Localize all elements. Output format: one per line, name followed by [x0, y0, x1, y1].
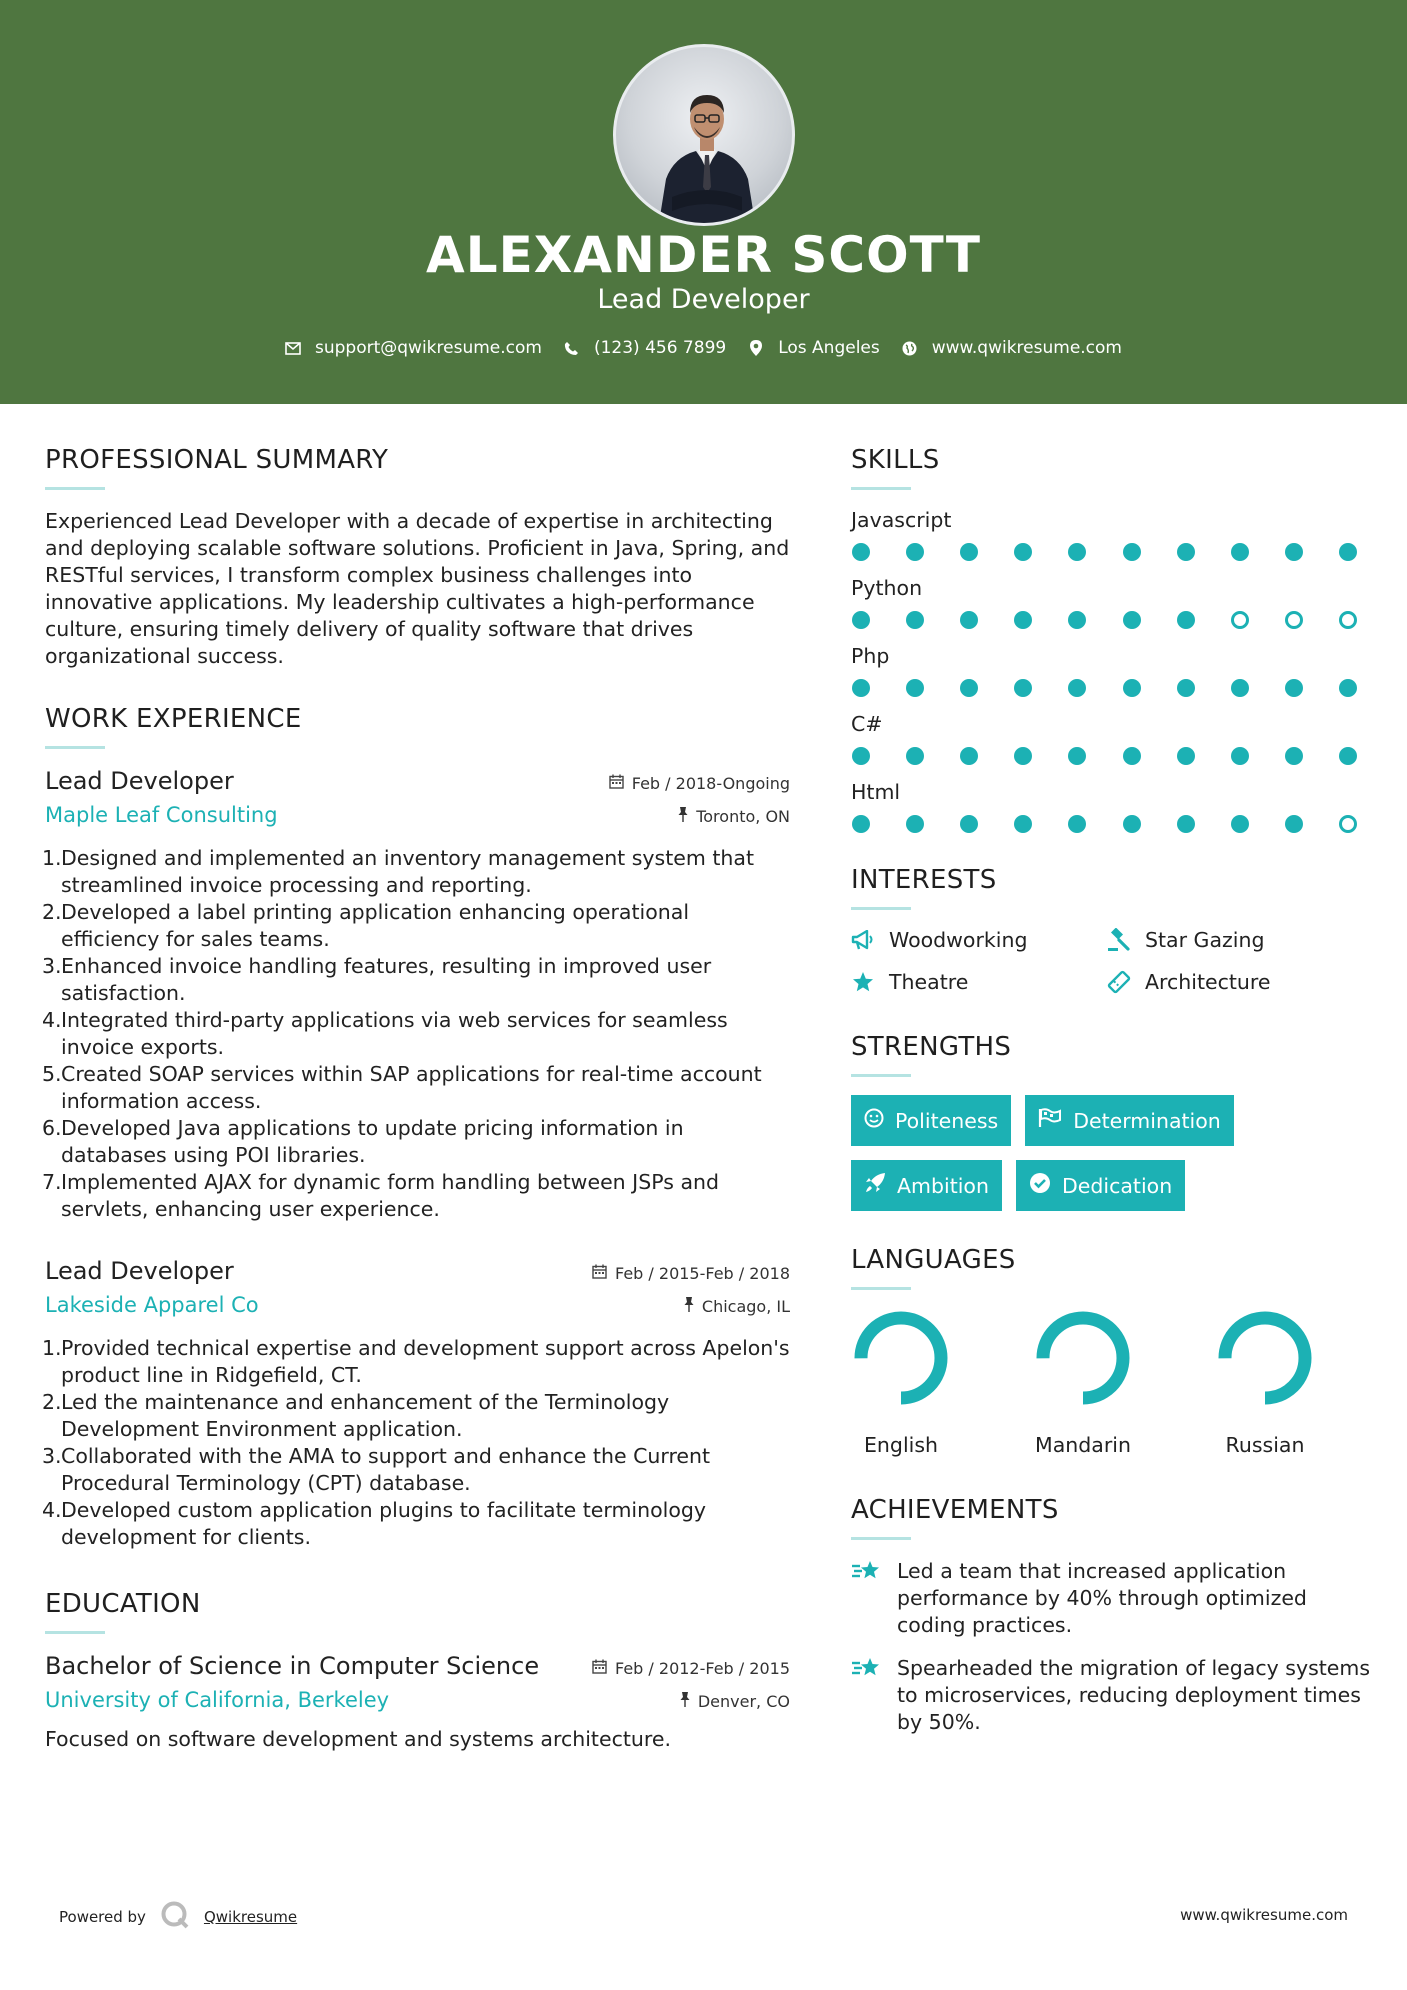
skill-row — [851, 712, 1371, 765]
skill-name: Javascript — [851, 508, 952, 532]
footer-website[interactable]: www.qwikresume.com — [1180, 1906, 1348, 1924]
skill-level-dot — [1068, 747, 1086, 765]
pushpin-icon — [680, 1692, 690, 1711]
company-name: Lakeside Apparel Co — [45, 1293, 259, 1317]
section-heading: PROFESSIONAL SUMMARY — [45, 445, 389, 475]
section-heading: WORK EXPERIENCE — [45, 704, 302, 734]
job-date-text: Feb / 2015-Feb / 2018 — [615, 1264, 790, 1283]
envelope-icon — [285, 340, 301, 356]
list-number: 3. — [42, 954, 62, 978]
job-date — [609, 774, 790, 793]
strength-list — [851, 1095, 1271, 1211]
skill-rating — [851, 747, 1357, 765]
section-underline — [45, 1631, 105, 1634]
skill-level-dot — [1123, 679, 1141, 697]
skill-level-dot — [1177, 815, 1195, 833]
section-heading: SKILLS — [851, 445, 940, 475]
skill-level-dot — [1123, 543, 1141, 561]
job-location-text: Toronto, ON — [696, 807, 790, 826]
list-number: 1. — [42, 846, 62, 870]
skill-level-dot — [906, 747, 924, 765]
interest-label: Star Gazing — [1145, 928, 1265, 952]
strength-badge — [851, 1160, 1002, 1211]
list-item-text: Led the maintenance and enhancement of the Terminology Development Environment application. — [61, 1390, 670, 1441]
list-item — [42, 1443, 790, 1497]
strength-label: Politeness — [895, 1108, 999, 1133]
list-number: 5. — [42, 1062, 62, 1086]
skill-name: C# — [851, 712, 883, 736]
interest-item — [851, 928, 1107, 952]
education-entry — [45, 1652, 790, 1753]
skill-level-dot — [1285, 679, 1303, 697]
skill-level-dot — [1123, 747, 1141, 765]
strength-badge — [1016, 1160, 1185, 1211]
strengths-section — [851, 1032, 1371, 1211]
summary-section — [45, 445, 790, 670]
achievements-section — [851, 1495, 1371, 1736]
list-item — [42, 845, 790, 899]
candidate-name: ALEXANDER SCOTT — [426, 226, 981, 284]
skill-level-dot — [852, 543, 870, 561]
calendar-icon — [609, 774, 624, 793]
flag-icon — [1038, 1108, 1062, 1133]
job-location — [678, 807, 790, 826]
education-location-text: Denver, CO — [697, 1692, 790, 1711]
skill-row — [851, 508, 1371, 561]
skill-level-dot — [1177, 679, 1195, 697]
list-item-text: Provided technical expertise and development support across Apelon's product line in Ridgefield, CT. — [61, 1336, 790, 1387]
section-underline — [851, 1287, 911, 1290]
skill-level-dot — [1231, 611, 1249, 629]
strength-label: Determination — [1073, 1108, 1221, 1133]
strength-badge — [1025, 1095, 1234, 1146]
skill-level-dot — [1339, 679, 1357, 697]
skill-rating — [851, 679, 1357, 697]
list-number: 2. — [42, 1390, 62, 1414]
list-number: 7. — [42, 1170, 62, 1194]
list-item — [42, 1335, 790, 1389]
qwikresume-logo-icon — [160, 1900, 190, 1934]
skill-level-dot — [852, 747, 870, 765]
strength-badge — [851, 1095, 1011, 1146]
contact-bar — [0, 338, 1407, 358]
skill-rating — [851, 815, 1357, 833]
list-number: 1. — [42, 1336, 62, 1360]
section-underline — [851, 487, 911, 490]
skill-level-dot — [906, 679, 924, 697]
skill-level-dot — [1014, 611, 1032, 629]
smile-icon — [864, 1108, 884, 1133]
skill-row — [851, 576, 1371, 629]
list-number: 4. — [42, 1498, 62, 1522]
contact-phone[interactable] — [564, 338, 726, 358]
skill-level-dot — [1068, 611, 1086, 629]
education-description: Focused on software development and systems architecture. — [45, 1727, 671, 1751]
school-name: University of California, Berkeley — [45, 1688, 390, 1712]
list-item — [42, 1061, 790, 1115]
skill-level-dot — [906, 815, 924, 833]
interests-section — [851, 865, 1371, 994]
skill-level-dot — [1014, 679, 1032, 697]
job-entry — [42, 1257, 790, 1551]
skill-level-dot — [852, 679, 870, 697]
skill-level-dot — [1231, 815, 1249, 833]
candidate-title: Lead Developer — [597, 284, 810, 315]
skill-level-dot — [1177, 543, 1195, 561]
language-progress-ring — [851, 1308, 951, 1408]
rocket-icon — [864, 1172, 886, 1199]
skill-level-dot — [1339, 543, 1357, 561]
skill-level-dot — [852, 611, 870, 629]
skill-level-dot — [1285, 815, 1303, 833]
education-date — [592, 1659, 790, 1678]
list-number: 6. — [42, 1116, 62, 1140]
interest-item — [1107, 970, 1357, 994]
skill-name: Html — [851, 780, 901, 804]
language-item — [851, 1308, 951, 1457]
section-heading: STRENGTHS — [851, 1032, 1012, 1062]
job-bullets — [42, 1335, 790, 1551]
section-heading: EDUCATION — [45, 1589, 201, 1619]
interest-label: Architecture — [1145, 970, 1271, 994]
interest-label: Woodworking — [889, 928, 1028, 952]
map-marker-icon — [748, 340, 764, 356]
list-item-text: Developed custom application plugins to facilitate terminology development for clients. — [61, 1498, 707, 1549]
contact-website-text: www.qwikresume.com — [931, 338, 1122, 358]
ticket-icon — [1107, 970, 1131, 994]
list-item-text: Collaborated with the AMA to support and enhance the Current Procedural Terminology (CPT) database. — [61, 1444, 711, 1495]
achievement-item — [851, 1655, 1371, 1736]
section-heading: LANGUAGES — [851, 1245, 1016, 1275]
list-item — [42, 1007, 790, 1061]
skill-level-dot — [960, 543, 978, 561]
list-item — [42, 1389, 790, 1443]
check-circle-icon — [1029, 1172, 1051, 1199]
skill-row — [851, 780, 1371, 833]
pushpin-icon — [684, 1297, 694, 1316]
languages-section — [851, 1245, 1371, 1457]
job-date — [592, 1264, 790, 1283]
contact-location-text: Los Angeles — [778, 338, 880, 358]
section-heading: ACHIEVEMENTS — [851, 1495, 1059, 1525]
skill-level-dot — [906, 543, 924, 561]
interest-list — [851, 928, 1371, 994]
list-item — [42, 1497, 790, 1551]
skill-level-dot — [1339, 611, 1357, 629]
language-name: English — [863, 1433, 939, 1457]
pushpin-icon — [678, 807, 688, 826]
list-item — [42, 1115, 790, 1169]
skill-level-dot — [1231, 543, 1249, 561]
section-underline — [851, 1074, 911, 1077]
shooting-star-icon — [851, 1655, 883, 1687]
list-item — [42, 899, 790, 953]
skill-level-dot — [1177, 747, 1195, 765]
skill-level-dot — [1285, 543, 1303, 561]
summary-text: Experienced Lead Developer with a decade of expertise in architecting and deploying scalable software solutions. Proficient in Java, Spring, and RESTful services, I transform complex business challenges into innovative applications. My leadership cultivates a high-performance culture, ensuring timely delivery of quality software that drives organizational success. — [45, 509, 790, 668]
qwikresume-link[interactable]: Qwikresume — [203, 1908, 298, 1926]
job-list — [42, 767, 790, 1551]
skill-list — [851, 508, 1371, 833]
section-underline — [851, 1537, 911, 1540]
left-column — [42, 445, 790, 1753]
resume-header — [0, 0, 1407, 404]
job-location-text: Chicago, IL — [701, 1297, 790, 1316]
list-item-text: Designed and implemented an inventory management system that streamlined invoice processing and reporting. — [61, 846, 754, 897]
list-item-text: Developed a label printing application enhancing operational efficiency for sales teams. — [61, 900, 690, 951]
skill-level-dot — [1231, 679, 1249, 697]
language-item — [1215, 1308, 1315, 1457]
skill-name: Python — [851, 576, 923, 600]
skill-level-dot — [1068, 679, 1086, 697]
list-item — [42, 953, 790, 1007]
skill-level-dot — [960, 679, 978, 697]
section-underline — [851, 907, 911, 910]
list-number: 2. — [42, 900, 62, 924]
skill-level-dot — [1231, 747, 1249, 765]
skill-level-dot — [1014, 815, 1032, 833]
profile-photo — [613, 44, 795, 226]
achievement-list — [851, 1558, 1371, 1736]
skill-level-dot — [960, 747, 978, 765]
list-item-text: Developed Java applications to update pricing information in databases using POI libraries. — [61, 1116, 684, 1167]
language-item — [1033, 1308, 1133, 1457]
skill-level-dot — [1068, 543, 1086, 561]
achievement-text: Led a team that increased application performance by 40% through optimized coding practices. — [897, 1559, 1307, 1637]
strength-label: Dedication — [1061, 1173, 1173, 1198]
list-item-text: Integrated third-party applications via web services for seamless invoice exports. — [61, 1008, 728, 1059]
megaphone-icon — [851, 928, 875, 952]
list-item-text: Created SOAP services within SAP applications for real-time account information access. — [61, 1062, 762, 1113]
education-date-text: Feb / 2012-Feb / 2015 — [615, 1659, 790, 1678]
skill-level-dot — [1177, 611, 1195, 629]
skill-row — [851, 644, 1371, 697]
section-underline — [45, 487, 105, 490]
shooting-star-icon — [851, 1558, 883, 1590]
language-name: Russian — [1225, 1433, 1305, 1457]
skill-rating — [851, 543, 1357, 561]
contact-location — [748, 338, 880, 358]
degree-title: Bachelor of Science in Computer Science — [45, 1652, 540, 1680]
list-item-text: Implemented AJAX for dynamic form handling between JSPs and servlets, enhancing user experience. — [61, 1170, 720, 1221]
job-bullets — [42, 845, 790, 1223]
skill-level-dot — [1123, 611, 1141, 629]
strength-label: Ambition — [897, 1173, 989, 1198]
contact-phone-text: (123) 456 7899 — [593, 338, 727, 358]
job-title: Lead Developer — [45, 767, 234, 795]
skill-rating — [851, 611, 1357, 629]
education-section — [45, 1589, 790, 1753]
company-name: Maple Leaf Consulting — [45, 803, 278, 827]
language-list — [851, 1308, 1371, 1457]
job-location — [684, 1297, 790, 1316]
contact-email-text: support@qwikresume.com — [315, 338, 542, 358]
job-date-text: Feb / 2018-Ongoing — [631, 774, 790, 793]
footer-powered-by — [59, 1900, 297, 1934]
globe-icon — [902, 340, 918, 356]
list-number: 3. — [42, 1444, 62, 1468]
language-progress-ring — [1215, 1308, 1315, 1408]
skill-level-dot — [1285, 747, 1303, 765]
calendar-icon — [592, 1264, 607, 1283]
skill-level-dot — [1123, 815, 1141, 833]
education-location — [680, 1692, 790, 1711]
language-progress-ring — [1033, 1308, 1133, 1408]
list-number: 4. — [42, 1008, 62, 1032]
skills-section — [851, 445, 1371, 833]
skill-level-dot — [1339, 747, 1357, 765]
achievement-item — [851, 1558, 1371, 1639]
star-icon — [851, 970, 875, 994]
contact-email[interactable] — [285, 338, 542, 358]
section-underline — [45, 746, 105, 749]
interest-label: Theatre — [889, 970, 969, 994]
achievement-text: Spearheaded the migration of legacy systems to microservices, reducing deployment times by 50%. — [897, 1656, 1371, 1734]
skill-name: Php — [851, 644, 890, 668]
powered-by-label: Powered by — [59, 1908, 146, 1926]
skill-level-dot — [1285, 611, 1303, 629]
phone-icon — [564, 340, 580, 356]
list-item — [42, 1169, 790, 1223]
job-title: Lead Developer — [45, 1257, 234, 1285]
right-column — [851, 445, 1371, 1752]
skill-level-dot — [1014, 747, 1032, 765]
gavel-icon — [1107, 928, 1131, 952]
interest-item — [1107, 928, 1357, 952]
skill-level-dot — [1068, 815, 1086, 833]
list-item-text: Enhanced invoice handling features, resulting in improved user satisfaction. — [61, 954, 712, 1005]
language-name: Mandarin — [1035, 1433, 1131, 1457]
skill-level-dot — [852, 815, 870, 833]
interest-item — [851, 970, 1107, 994]
skill-level-dot — [1014, 543, 1032, 561]
section-heading: INTERESTS — [851, 865, 997, 895]
job-entry — [42, 767, 790, 1223]
skill-level-dot — [960, 815, 978, 833]
skill-level-dot — [906, 611, 924, 629]
experience-section — [42, 704, 790, 1551]
contact-website[interactable] — [902, 338, 1122, 358]
calendar-icon — [592, 1659, 607, 1678]
skill-level-dot — [960, 611, 978, 629]
skill-level-dot — [1339, 815, 1357, 833]
